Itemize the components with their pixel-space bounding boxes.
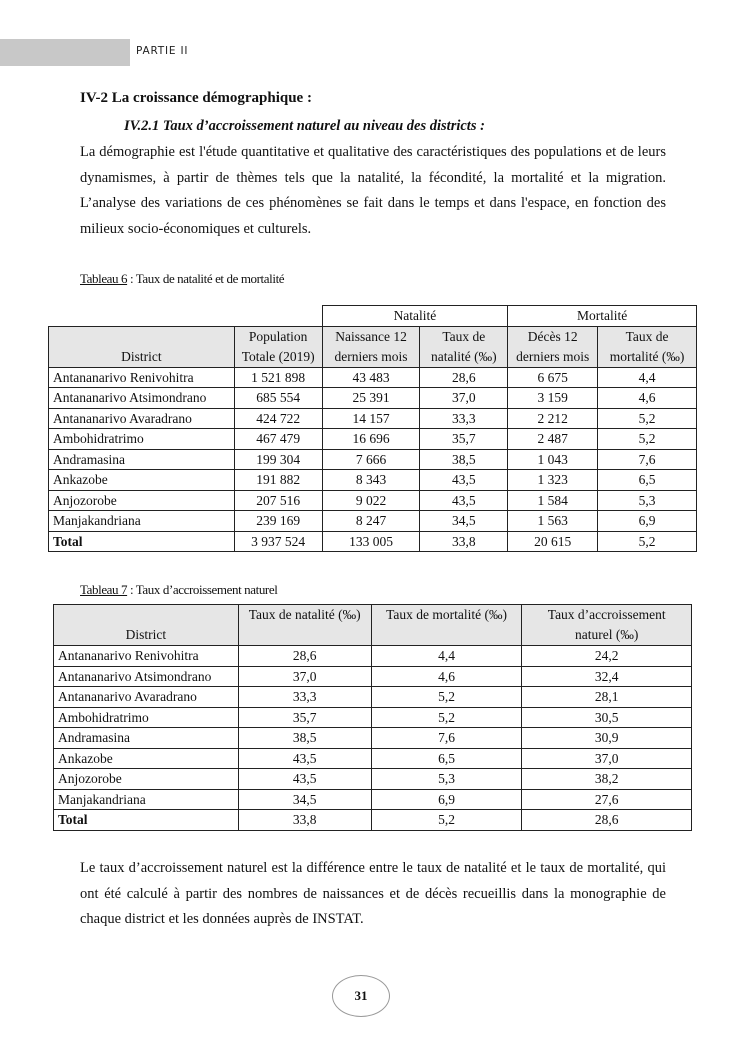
table-row: Andramasina 199 304 7 666 38,5 1 043 7,6 [49,449,697,470]
page-number: 31 [332,975,390,1017]
table6-group-natalite: Natalité [322,306,508,327]
conclusion-paragraph: Le taux d’accroissement naturel est la différence entre le taux de natalité et le taux de mortalité, qui ont été calculé à partir des nombres de naissances et de décès recueillis dans la monographie de chaque district et les données auprès de INSTAT. [80,860,666,928]
table-row: Ambohidratrimo 467 479 16 696 35,7 2 487 5,2 [49,429,697,450]
table7-col-mortalite: Taux de mortalité (‰) [371,605,522,646]
table6-col-naissances: Naissance 12 derniers mois [322,326,420,367]
table-row: Anjozorobe 43,5 5,3 38,2 [54,769,692,790]
table7-caption-text: : Taux d’accroissement naturel [127,582,278,597]
table7-header-row [54,605,692,646]
table6-group-row [49,306,697,327]
table6-header-row [49,326,697,367]
table-row: Antananarivo Atsimondrano 685 554 25 391 37,0 3 159 4,6 [49,388,697,409]
table6-col-mortalite: Taux de mortalité (‰) [598,326,697,367]
table6-col-district: District [49,326,235,367]
table-row: Ankazobe 43,5 6,5 37,0 [54,748,692,769]
table-row: Manjakandriana 239 169 8 247 34,5 1 563 6,9 [49,511,697,532]
table6-total-row: Total 3 937 524 133 005 33,8 20 615 5,2 [49,531,697,552]
table-row: Antananarivo Renivohitra 28,6 4,4 24,2 [54,646,692,667]
table-row: Anjozorobe 207 516 9 022 43,5 1 584 5,3 [49,490,697,511]
table6 [48,305,697,552]
table-row: Antananarivo Atsimondrano 37,0 4,6 32,4 [54,666,692,687]
table6-caption-label: Tableau 6 [80,271,128,286]
table7-caption [80,582,277,598]
table6-caption [80,271,284,287]
table6-col-population: Population Totale (2019) [234,326,322,367]
section-title: IV-2 La croissance démographique : [80,90,312,106]
table6-col-natalite: Taux de natalité (‰) [420,326,508,367]
table7-col-natalite: Taux de natalité (‰) [238,605,371,646]
table-row: Andramasina 38,5 7,6 30,9 [54,728,692,749]
table-row: Manjakandriana 34,5 6,9 27,6 [54,789,692,810]
table-row: Ambohidratrimo 35,7 5,2 30,5 [54,707,692,728]
intro-paragraph: La démographie est l'étude quantitative et qualitative des caractéristiques des populations et de leurs dynamismes, à partir de thèmes tels que la natalité, la fécondité, la mortalité et la migration. L’analyse des variations de ces phénomènes se fait dans le temps et dans l'espace, en fonction des milieux socio-économiques et culturels. [80,144,666,237]
table-row: Antananarivo Avaradrano 424 722 14 157 33,3 2 212 5,2 [49,408,697,429]
table6-col-deces: Décès 12 derniers mois [508,326,598,367]
part-label: PARTIE II [136,45,189,57]
table7-caption-label: Tableau 7 [80,582,128,597]
table-row: Antananarivo Avaradrano 33,3 5,2 28,1 [54,687,692,708]
table6-group-mortalite: Mortalité [508,306,697,327]
table-row: Ankazobe 191 882 8 343 43,5 1 323 6,5 [49,470,697,491]
table7 [53,604,692,831]
table-row: Antananarivo Renivohitra 1 521 898 43 483 28,6 6 675 4,4 [49,367,697,388]
table7-total-row: Total 33,8 5,2 28,6 [54,810,692,831]
table6-empty-corner [49,306,323,327]
table7-col-accroissement: Taux d’accroissement naturel (‰) [522,605,692,646]
header-bar [0,39,130,66]
table7-col-district: District [54,605,239,646]
table6-caption-text: : Taux de natalité et de mortalité [127,271,285,286]
section-subtitle: IV.2.1 Taux d’accroissement naturel au niveau des districts : [124,118,485,134]
